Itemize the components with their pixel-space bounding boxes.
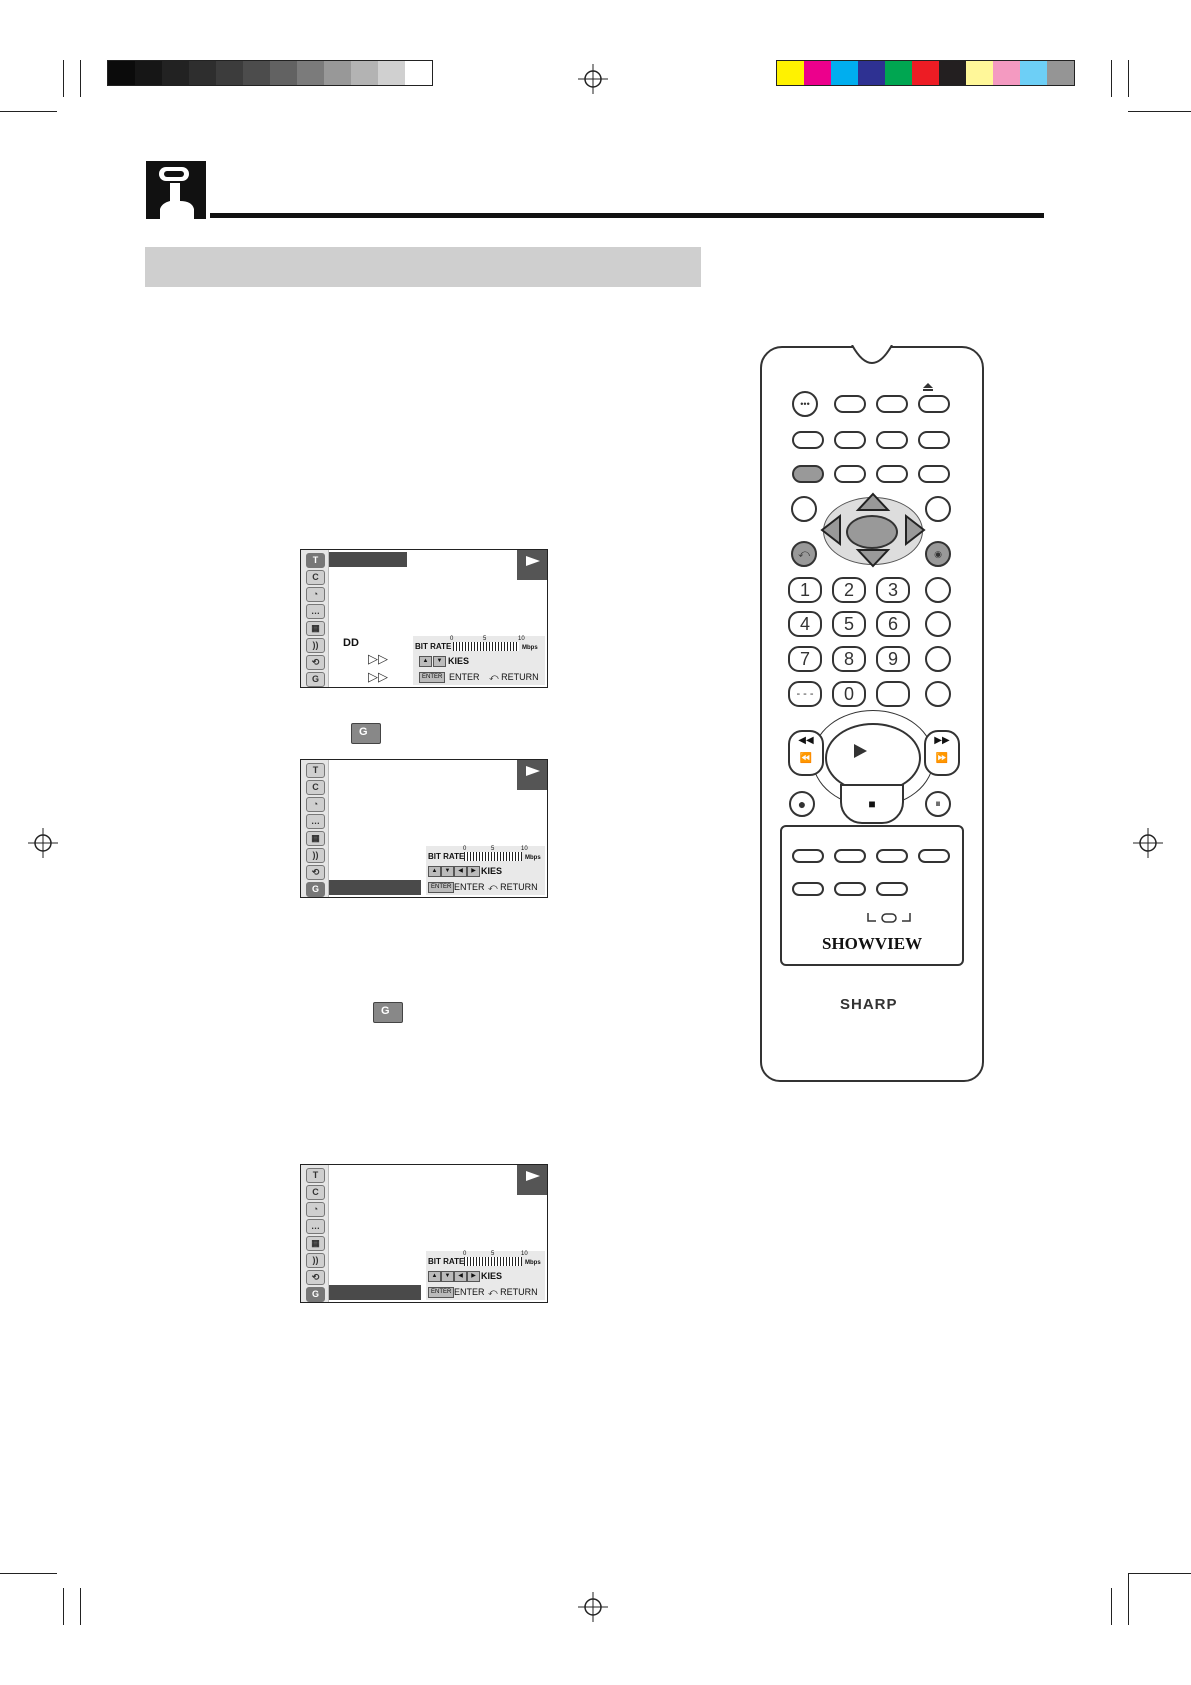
angle-button[interactable] [876, 465, 908, 483]
down-key-icon: ▼ [441, 866, 454, 877]
osd-sidebar [301, 1165, 329, 1302]
header-rule [210, 213, 1044, 218]
play-button[interactable] [825, 723, 921, 793]
return-label: ⤺ RETURN [489, 672, 539, 682]
skip-back-button[interactable] [834, 849, 866, 863]
color-swatch [135, 61, 162, 85]
color-swatch [993, 61, 1020, 85]
right-key-icon: ▶ [467, 866, 480, 877]
up-key-icon: ▲ [419, 656, 432, 667]
crop-mark [1128, 111, 1191, 112]
crop-mark [0, 1573, 57, 1574]
brand-logo: SHARP [840, 996, 898, 1013]
left-key-icon: ◀ [454, 866, 467, 877]
registration-target-icon [578, 64, 608, 94]
enter-label: ENTER [449, 672, 480, 682]
bitrate-meter [464, 1257, 522, 1266]
eject-icon [923, 383, 933, 392]
mbps-unit: Mbps [525, 1260, 541, 1266]
registration-target-icon [578, 1592, 608, 1622]
crop-mark [80, 1588, 81, 1625]
remote-button[interactable] [925, 577, 951, 603]
display-button[interactable]: ••• [792, 391, 818, 417]
title-icon: T [306, 763, 325, 778]
tick-label: 0 [450, 636, 454, 642]
osd-sidebar [301, 550, 329, 687]
rewind-button[interactable]: ◀◀ ⏪ [788, 730, 824, 776]
settings-icon: G [351, 723, 381, 744]
bitrate-panel [426, 1251, 545, 1300]
enter-button[interactable] [846, 515, 898, 549]
crop-mark [0, 111, 57, 112]
remote-button[interactable] [876, 395, 908, 413]
tick-label: 10 [521, 846, 528, 852]
color-swatch [189, 61, 216, 85]
remote-button[interactable] [918, 431, 950, 449]
remote-button[interactable] [792, 882, 824, 896]
setup-button[interactable]: ◉ [925, 541, 951, 567]
remote-button[interactable] [792, 849, 824, 863]
crop-mark [1128, 1573, 1129, 1625]
color-swatch [243, 61, 270, 85]
repeat-icon: ⟲ [306, 865, 325, 880]
selection-bar [329, 880, 421, 895]
number-key-1[interactable]: 1 [788, 577, 822, 603]
gray-swatch-bar [107, 60, 433, 86]
color-swatch [324, 61, 351, 85]
repeat-icon: ⟲ [306, 1270, 325, 1285]
remote-button[interactable] [834, 395, 866, 413]
color-swatch [858, 61, 885, 85]
tick-label: 10 [518, 636, 525, 642]
color-swatch [405, 61, 432, 85]
number-key-0[interactable]: 0 [832, 681, 866, 707]
play-icon [852, 743, 868, 759]
crop-mark [1111, 1588, 1112, 1625]
color-swatch-bar [776, 60, 1075, 86]
number-key-4[interactable]: 4 [788, 611, 822, 637]
time-icon: ◔ [306, 587, 325, 602]
enter-key-icon: ENTER [428, 882, 454, 893]
color-swatch [351, 61, 378, 85]
skip-forward-button[interactable] [876, 849, 908, 863]
keys-label: KIES [481, 866, 503, 876]
number-key-2[interactable]: 2 [832, 577, 866, 603]
bitrate-label: BIT RATE [428, 1257, 465, 1266]
crop-mark [63, 60, 64, 97]
bracket-icon [866, 911, 912, 925]
angle-icon: ▦ [306, 621, 325, 636]
number-key-7[interactable]: 7 [788, 646, 822, 672]
time-icon: ◔ [306, 1202, 325, 1217]
number-key-5[interactable]: 5 [832, 611, 866, 637]
repeat-icon: ⟲ [306, 655, 325, 670]
tick-label: 5 [491, 1251, 495, 1257]
fast-forward-button[interactable]: ▶▶ ⏩ [924, 730, 960, 776]
settings-icon: G [306, 672, 325, 687]
settings-icon: G [306, 882, 325, 897]
color-swatch [270, 61, 297, 85]
right-key-icon: ▶ [467, 1271, 480, 1282]
color-swatch [162, 61, 189, 85]
showview-logo: SHOWVIEW [822, 934, 923, 953]
osd-screen [300, 549, 548, 688]
dolby-digital-logo: DD [343, 637, 359, 649]
tick-label: 0 [463, 1251, 467, 1257]
color-swatch [966, 61, 993, 85]
remote-button[interactable] [925, 646, 951, 672]
registration-target-icon [28, 828, 58, 858]
osd-screen [300, 759, 548, 898]
angle-icon: ▦ [306, 1236, 325, 1251]
return-button[interactable]: ⤺ [791, 541, 817, 567]
play-status-icon [517, 1165, 547, 1195]
remote-button[interactable] [876, 431, 908, 449]
registration-target-icon [1133, 828, 1163, 858]
enter-label: ENTER [454, 1287, 485, 1297]
fast-forward-icon: ▷▷ [368, 651, 388, 666]
enter-label: ENTER [454, 882, 485, 892]
remote-button[interactable] [834, 882, 866, 896]
stop-button[interactable]: ■ [840, 784, 904, 824]
play-status-icon [517, 550, 547, 580]
mbps-unit: Mbps [525, 855, 541, 861]
bitrate-panel [413, 636, 545, 685]
bitrate-panel [426, 846, 545, 895]
tick-label: 0 [463, 846, 467, 852]
keys-label: KIES [448, 656, 470, 666]
enter-key-icon: ENTER [419, 672, 445, 683]
enter-key-icon: ENTER [428, 1287, 454, 1298]
number-key-9[interactable]: 9 [876, 646, 910, 672]
crop-mark [1111, 60, 1112, 97]
remote-button[interactable] [792, 431, 824, 449]
pause-button[interactable]: ⏸ [925, 791, 951, 817]
remote-button[interactable] [791, 496, 817, 522]
remote-button[interactable] [834, 431, 866, 449]
title-icon: T [306, 553, 325, 568]
keys-label: KIES [481, 1271, 503, 1281]
subtitle-icon: … [306, 604, 325, 619]
mbps-unit: Mbps [522, 645, 538, 651]
color-swatch [939, 61, 966, 85]
number-key-8[interactable]: 8 [832, 646, 866, 672]
chapter-icon: C [306, 1185, 325, 1200]
color-swatch [1020, 61, 1047, 85]
settings-icon: G [306, 1287, 325, 1302]
subtitle-icon: … [306, 814, 325, 829]
remote-ir-notch [850, 345, 894, 367]
color-swatch [831, 61, 858, 85]
down-key-icon: ▼ [441, 1271, 454, 1282]
remote-button[interactable] [925, 611, 951, 637]
left-key-icon: ◀ [454, 1271, 467, 1282]
settings-icon: G [373, 1002, 403, 1023]
osd-screen [300, 1164, 548, 1303]
remote-button[interactable] [925, 681, 951, 707]
color-swatch [912, 61, 939, 85]
audio-icon: )) [306, 1253, 325, 1268]
color-swatch [108, 61, 135, 85]
crop-mark [80, 60, 81, 97]
fast-forward-icon: ▷▷ [368, 669, 388, 684]
open-close-button[interactable] [918, 395, 950, 413]
chapter-icon: C [306, 780, 325, 795]
up-key-icon: ▲ [428, 1271, 441, 1282]
number-key-3[interactable]: 3 [876, 577, 910, 603]
bitrate-meter [453, 642, 519, 651]
return-label: ⤺ RETURN [488, 1287, 538, 1297]
play-status-icon [517, 760, 547, 790]
audio-icon: )) [306, 848, 325, 863]
time-icon: ◔ [306, 797, 325, 812]
bitrate-label: BIT RATE [415, 642, 452, 651]
bitrate-meter [464, 852, 522, 861]
color-swatch [885, 61, 912, 85]
crop-mark [63, 1588, 64, 1625]
repeat-button[interactable] [834, 465, 866, 483]
remote-button[interactable] [925, 496, 951, 522]
crop-mark [1128, 1573, 1191, 1574]
color-swatch [1047, 61, 1074, 85]
remote-button[interactable] [876, 882, 908, 896]
dash-key[interactable]: - - - [788, 681, 822, 707]
tick-label: 5 [491, 846, 495, 852]
return-label: ⤺ RETURN [488, 882, 538, 892]
title-icon: T [306, 1168, 325, 1183]
on-screen-button[interactable] [792, 465, 824, 483]
section-heading-band [145, 247, 701, 287]
down-key-icon: ▼ [433, 656, 446, 667]
selection-bar [329, 1285, 421, 1300]
subtitle-icon: … [306, 1219, 325, 1234]
tick-label: 10 [521, 1251, 528, 1257]
bitrate-label: BIT RATE [428, 852, 465, 861]
number-key-6[interactable]: 6 [876, 611, 910, 637]
up-key-icon: ▲ [428, 866, 441, 877]
color-swatch [297, 61, 324, 85]
color-swatch [777, 61, 804, 85]
osd-sidebar [301, 760, 329, 897]
hand-pointer-icon [146, 161, 206, 219]
tick-label: 5 [483, 636, 487, 642]
slow-button[interactable] [918, 849, 950, 863]
remote-control [760, 346, 984, 1082]
audio-icon: )) [306, 638, 325, 653]
color-swatch [378, 61, 405, 85]
chapter-icon: C [306, 570, 325, 585]
selection-bar [329, 552, 407, 567]
color-swatch [804, 61, 831, 85]
remote-button[interactable] [876, 681, 910, 707]
color-swatch [216, 61, 243, 85]
record-button[interactable]: ● [789, 791, 815, 817]
eject-button[interactable] [918, 465, 950, 483]
angle-icon: ▦ [306, 831, 325, 846]
crop-mark [1128, 60, 1129, 97]
